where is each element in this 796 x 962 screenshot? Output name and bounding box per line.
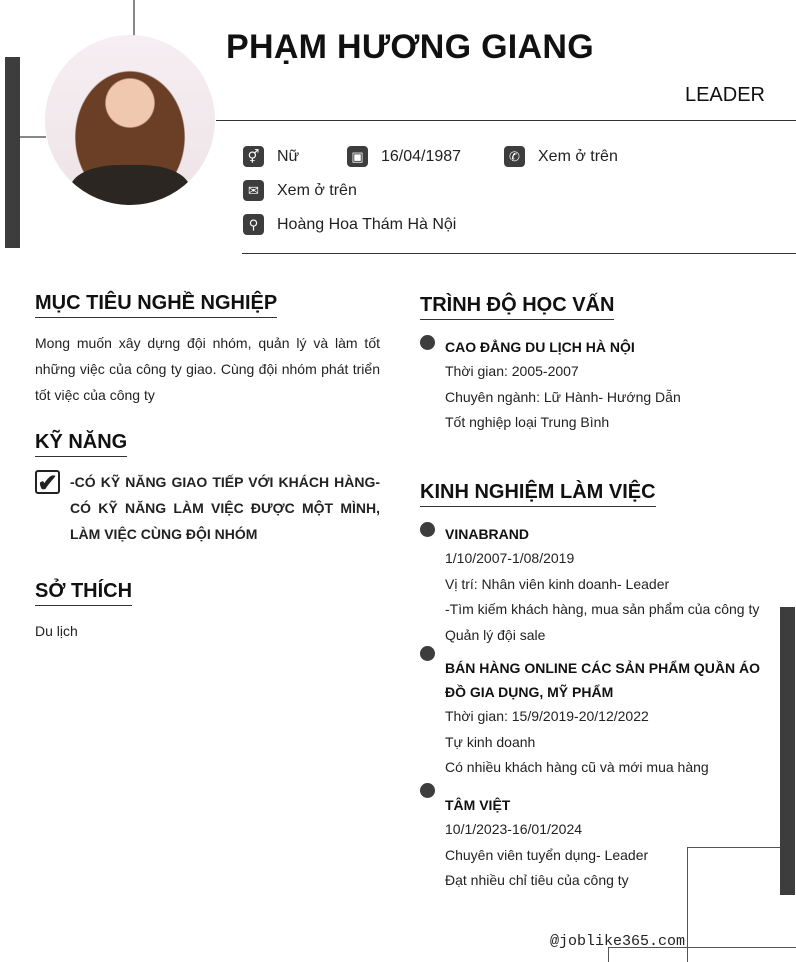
phone-value: Xem ở trên: [538, 147, 618, 165]
experience-item: [420, 783, 770, 894]
address-row: [243, 214, 456, 235]
candidate-name: PHẠM HƯƠNG GIANG: [226, 28, 595, 66]
decor-line: [687, 847, 688, 962]
skills-heading: KỸ NĂNG: [35, 431, 127, 457]
address-value: Hoàng Hoa Thám Hà Nội: [277, 215, 457, 233]
experience-line: -Tìm kiếm khách hàng, mua sản phẩm của công ty: [445, 601, 760, 617]
bullet-icon: [420, 335, 435, 350]
experience-line: Thời gian: 15/9/2019-20/12/2022: [445, 708, 649, 724]
decor-line: [133, 0, 135, 36]
decor-line: [687, 847, 780, 848]
phone-icon: ✆: [504, 146, 525, 167]
experience-heading: KINH NGHIỆM LÀM VIỆC: [420, 481, 656, 507]
company-name: VINABRAND: [445, 526, 529, 542]
watermark: @joblike365.com: [550, 933, 686, 950]
hobbies-heading: SỞ THÍCH: [35, 580, 132, 606]
experience-line: Vị trí: Nhân viên kinh doanh- Leader: [445, 575, 670, 592]
divider: [242, 253, 796, 254]
mail-icon: ✉: [243, 180, 264, 201]
email-row: [243, 180, 357, 201]
education-line: Tốt nghiệp loại Trung Bình: [445, 414, 610, 430]
decor-bar: [780, 607, 795, 895]
checkbox-icon: ✔: [35, 470, 60, 494]
experience-line: 10/1/2023-16/01/2024: [445, 821, 583, 837]
experience-line: 1/10/2007-1/08/2019: [445, 550, 575, 566]
bullet-icon: [420, 522, 435, 537]
phone-row: [504, 146, 618, 167]
experience-line: Tự kinh doanh: [445, 733, 536, 750]
education-heading: TRÌNH ĐỘ HỌC VẤN: [420, 294, 614, 320]
gender-value: Nữ: [277, 147, 300, 165]
education-item: [420, 335, 770, 436]
experience-line: Chuyên viên tuyển dụng- Leader: [445, 846, 649, 863]
divider: [216, 120, 796, 121]
candidate-position: LEADER: [684, 84, 765, 106]
hobbies-text: Du lịch: [35, 623, 78, 639]
avatar: [45, 35, 215, 205]
experience-item: [420, 646, 770, 781]
skills-text: -CÓ KỸ NĂNG GIAO TIẾP VỚI KHÁCH HÀNG- CÓ KỸ NĂNG LÀM VIỆC ĐƯỢC MỘT MÌNH, LÀM VIỆC CÙNG ĐỘI NHÓM: [70, 474, 380, 542]
calendar-icon: ▣: [347, 146, 368, 167]
bullet-icon: [420, 783, 435, 798]
education-line: Chuyên ngành: Lữ Hành- Hướng Dẫn: [445, 388, 681, 405]
experience-line: Có nhiều khách hàng cũ và mới mua hàng: [445, 759, 709, 775]
email-value: Xem ở trên: [277, 181, 357, 199]
experience-item: [420, 522, 770, 648]
birthday-row: [347, 146, 461, 167]
experience-line: Quản lý đội sale: [445, 626, 546, 643]
gender-row: [243, 146, 299, 167]
school-name: CAO ĐẲNG DU LỊCH HÀ NỘI: [445, 339, 635, 355]
company-name: TÂM VIỆT: [445, 797, 511, 813]
objective-text: Mong muốn xây dựng đội nhóm, quản lý và làm tốt những việc của công ty giao. Cùng đội nhóm phát triển tốt việc của công ty: [35, 335, 380, 403]
birthday-value: 16/04/1987: [381, 147, 462, 165]
company-name: BÁN HÀNG ONLINE CÁC SẢN PHẨM QUẦN ÁO ĐỒ GIA DỤNG, MỸ PHẨM: [445, 660, 760, 700]
objective-heading: MỤC TIÊU NGHỀ NGHIỆP: [35, 292, 277, 318]
education-line: Thời gian: 2005-2007: [445, 363, 579, 379]
decor-bar: [5, 57, 20, 248]
gender-icon: ⚥: [243, 146, 264, 167]
location-pin-icon: ⚲: [243, 214, 264, 235]
decor-line: [20, 136, 46, 138]
bullet-icon: [420, 646, 435, 661]
experience-line: Đạt nhiều chỉ tiêu của công ty: [445, 872, 629, 888]
